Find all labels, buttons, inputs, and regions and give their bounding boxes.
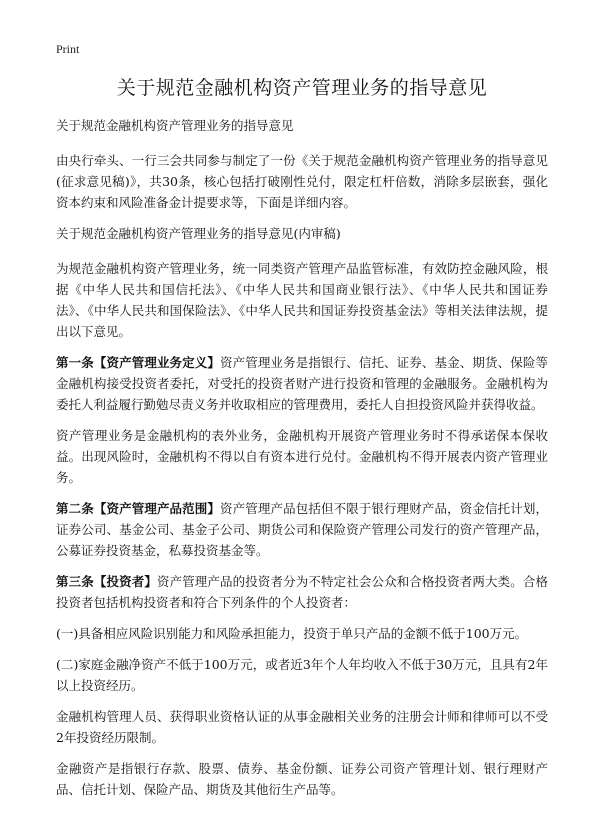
print-link[interactable]: Print <box>56 42 80 56</box>
preamble-paragraph: 为规范金融机构资产管理业务，统一同类资产管理产品监管标准，有效防控金融风险，根据《中华人民共和国信托法》、《中华人民共和国商业银行法》、《中华人民共和国证券法》、《中华人民共和国保险法》、《中华人民共和国证券投资基金法》等相关法律法规，提出以下意见。 <box>56 261 548 339</box>
document-title: 关于规范金融机构资产管理业务的指导意见 <box>116 77 488 99</box>
article-2-body: 资产管理产品包括但不限于银行理财产品，资金信托计划，证券公司、基金公司、基金子公司、期货公司和保险资产管理公司发行的资产管理产品，公募证券投资基金，私募投资基金等。 <box>56 501 548 558</box>
article-1 <box>56 352 548 415</box>
draft-heading: 关于规范金融机构资产管理业务的指导意见(内审稿) <box>56 226 341 241</box>
article-2-heading: 第二条【资产管理产品范围】 <box>56 501 221 516</box>
article-1-heading: 第一条【资产管理业务定义】 <box>56 355 221 370</box>
subtitle: 关于规范金融机构资产管理业务的指导意见 <box>56 118 294 133</box>
financial-assets-paragraph: 金融资产是指银行存款、股票、债券、基金份额、证券公司资产管理计划、银行理财产品、信托计划、保险产品、期货及其他衍生产品等。 <box>56 761 548 797</box>
article-2 <box>56 498 548 561</box>
investor-condition-2: (二)家庭金融净资产不低于100万元，或者近3年个人年均收入不低于30万元，且具有2年以上投资经历。 <box>56 657 548 693</box>
intro-paragraph: 由央行牵头、一行三会共同参与制定了一份《关于规范金融机构资产管理业务的指导意见(征求意见稿)》，共30条，核心包括打破刚性兑付，限定杠杆倍数，消除多层嵌套，强化资本约束和风险准备金计提要求等，下面是详细内容。 <box>56 153 548 210</box>
article-1-continued: 资产管理业务是金融机构的表外业务，金融机构开展资产管理业务时不得承诺保本保收益。出现风险时，金融机构不得以自有资本进行兑付。金融机构不得开展表内资产管理业务。 <box>56 428 548 485</box>
investor-condition-1: (一)具备相应风险识别能力和风险承担能力，投资于单只产品的金额不低于100万元。 <box>56 626 528 641</box>
exception-paragraph: 金融机构管理人员、获得职业资格认证的从事金融相关业务的注册会计师和律师可以不受2年投资经历限制。 <box>56 709 548 745</box>
article-3 <box>56 571 548 613</box>
article-3-heading: 第三条【投资者】 <box>56 574 157 589</box>
article-3-body: 资产管理产品的投资者分为不特定社会公众和合格投资者两大类。合格投资者包括机构投资者和符合下列条件的个人投资者： <box>56 574 548 610</box>
article-1-body: 资产管理业务是指银行、信托、证券、基金、期货、保险等金融机构接受投资者委托，对受托的投资者财产进行投资和管理的金融服务。金融机构为委托人利益履行勤勉尽责义务并收取相应的管理费用，委托人自担投资风险并获得收益。 <box>56 355 548 412</box>
